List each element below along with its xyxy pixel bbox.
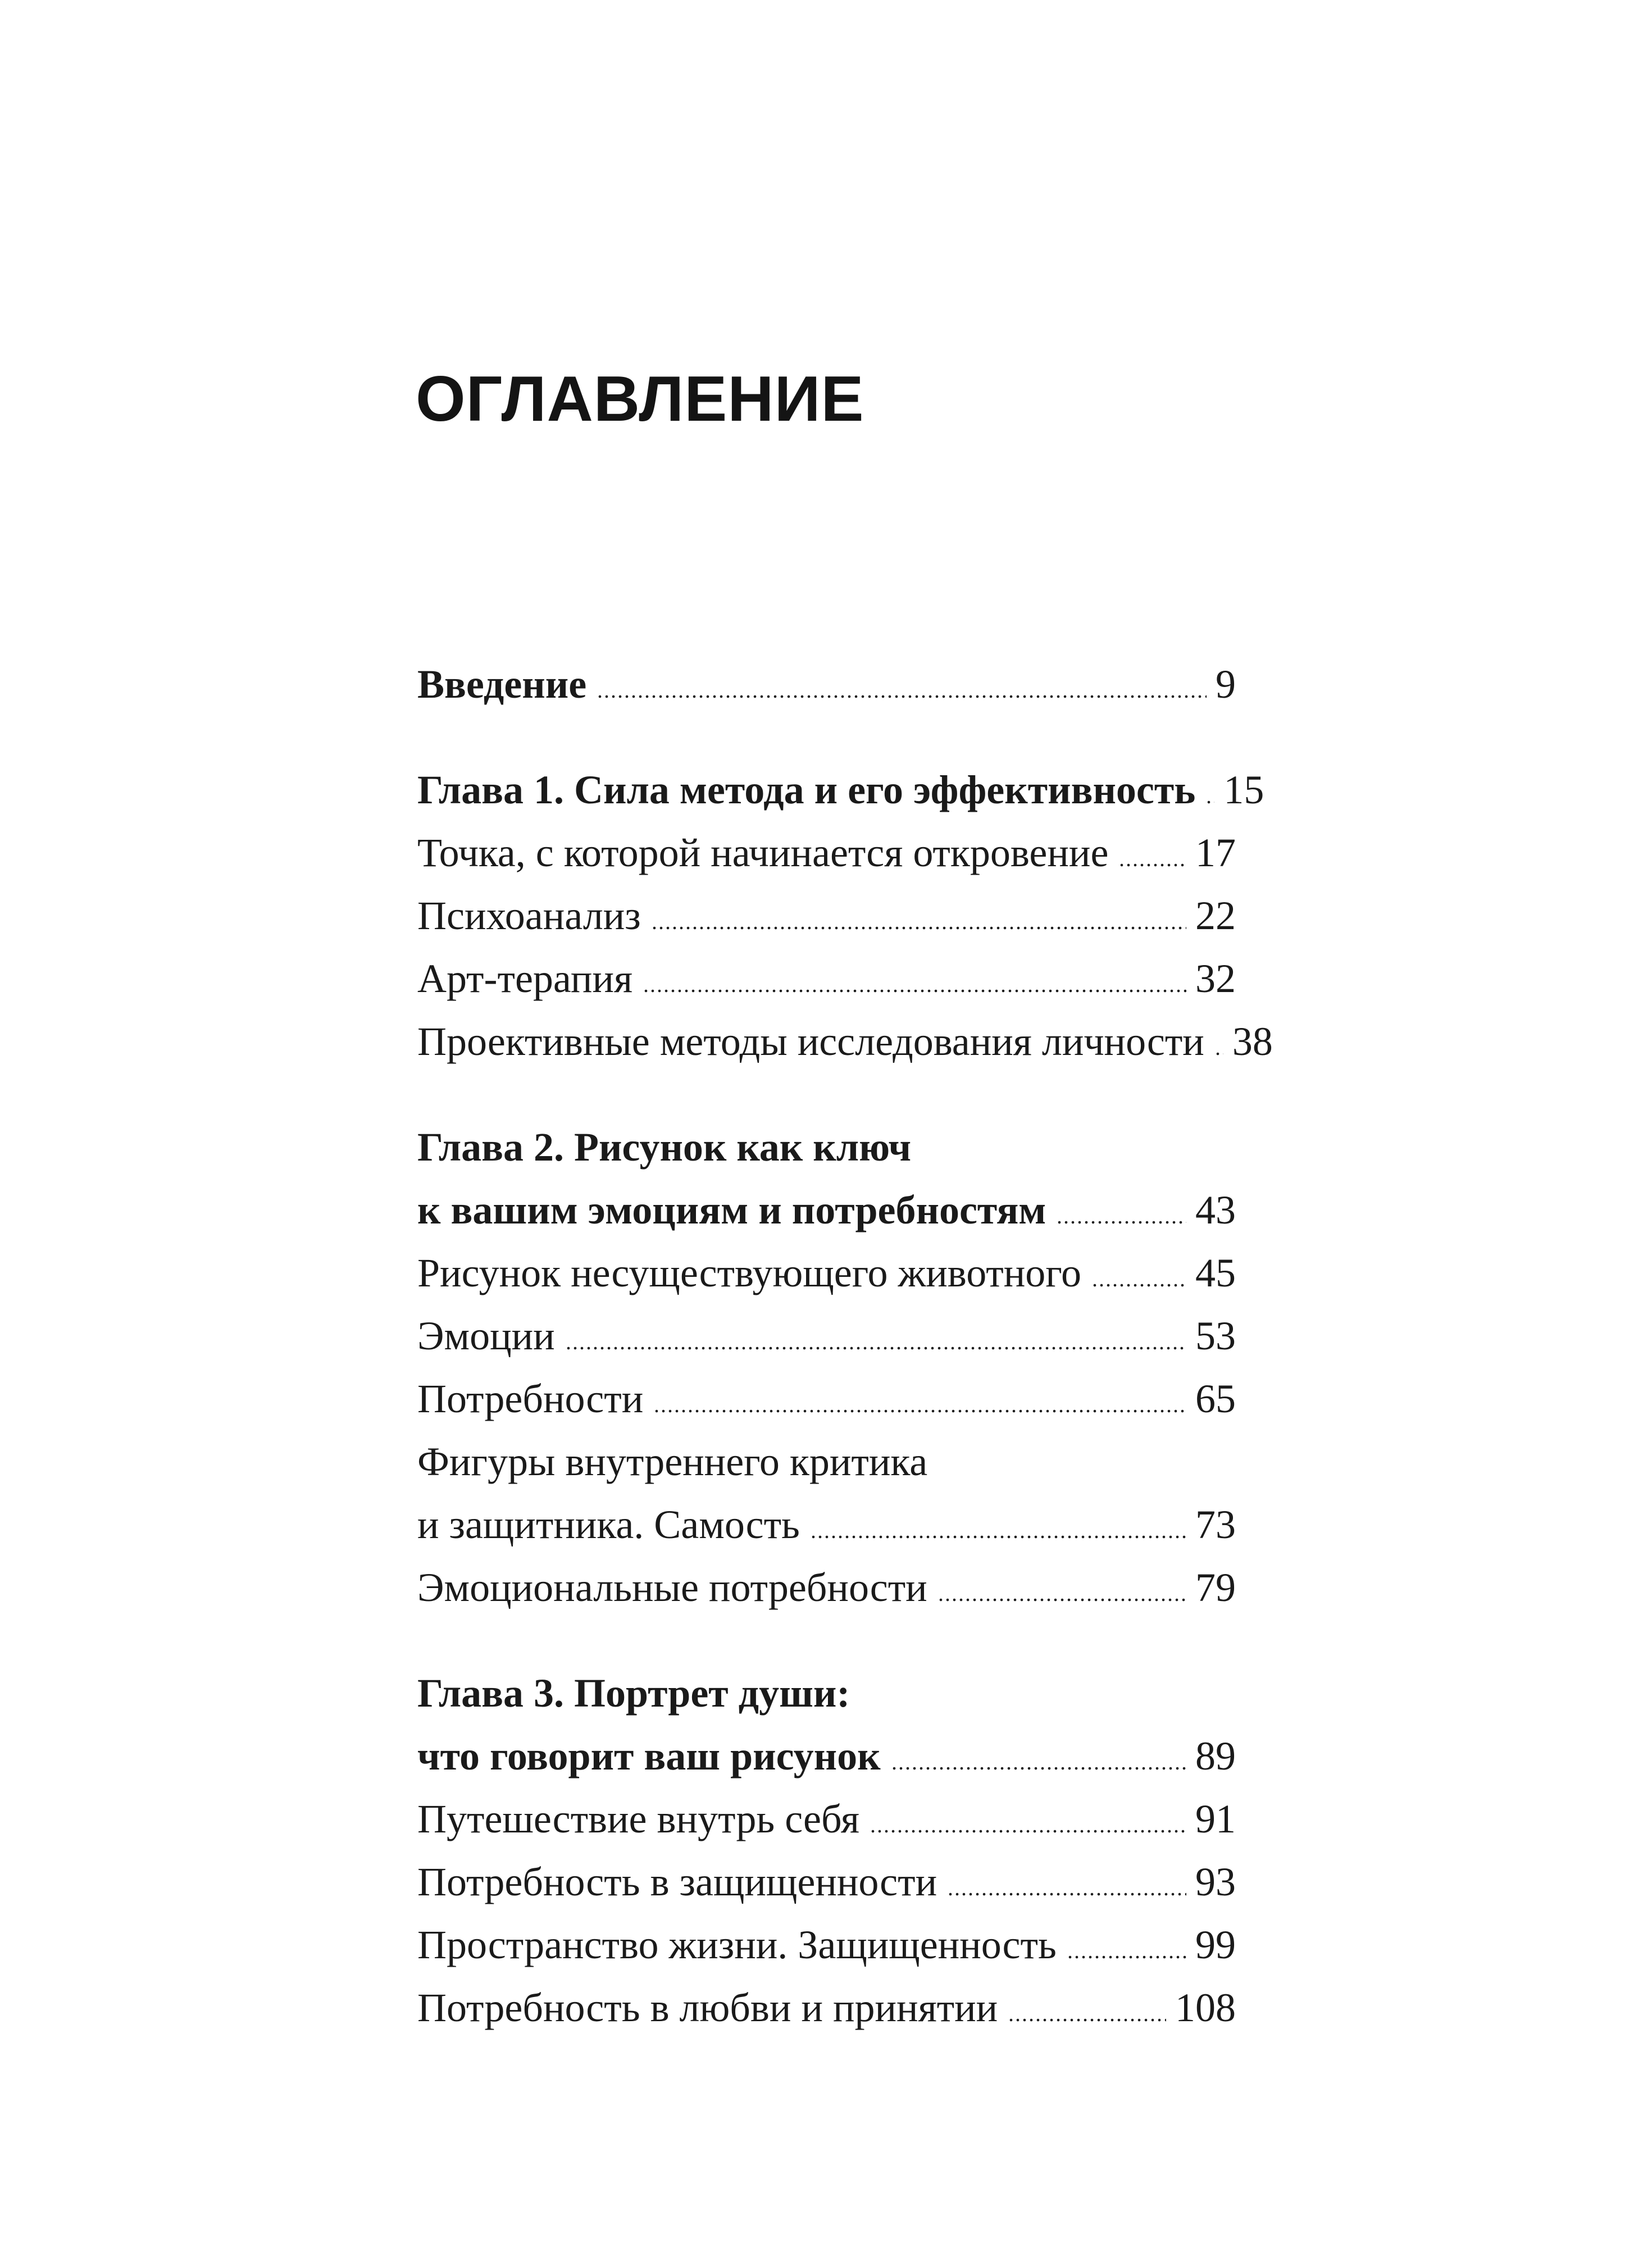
toc-entry-row <box>417 1493 1236 1556</box>
toc-entry-row <box>417 821 1236 884</box>
toc-entry <box>417 1010 1273 1073</box>
toc-entry-label: Точка, с которой начинается откровение <box>417 830 1109 875</box>
toc-entry-row <box>417 1725 1236 1787</box>
leader-dots <box>1057 1220 1186 1225</box>
toc-entry-page: 108 <box>1175 1985 1236 2030</box>
toc-entry-page: 32 <box>1195 956 1236 1001</box>
leader-dots <box>1207 800 1214 804</box>
toc-entry <box>417 1662 1236 1787</box>
toc-entry-label: Пространство жизни. Защищенность <box>417 1922 1057 1967</box>
toc-entry-row <box>417 1116 1236 1179</box>
toc-entry-page: 91 <box>1195 1796 1236 1841</box>
toc-entry-label: Глава 3. Портрет души: <box>417 1670 850 1716</box>
toc-entry-row <box>417 1787 1236 1850</box>
leader-dots <box>811 1535 1186 1539</box>
toc-entry-page: 17 <box>1195 830 1236 875</box>
toc-entry-label: и защитника. Самость <box>417 1502 800 1547</box>
toc-entry-row <box>417 1241 1236 1304</box>
toc-list <box>417 653 1273 2039</box>
toc-entry-label: что говорит ваш рисунок <box>417 1733 881 1779</box>
toc-entry-label: Эмоции <box>417 1313 555 1358</box>
toc-entry-page: 15 <box>1223 767 1264 812</box>
toc-entry-page: 45 <box>1195 1250 1236 1295</box>
toc-entry-row <box>417 653 1236 716</box>
toc-entry-page: 43 <box>1195 1187 1236 1232</box>
toc-entry-label: к вашим эмоциям и потребностям <box>417 1187 1046 1232</box>
leader-dots <box>948 1892 1186 1896</box>
leader-dots <box>1009 2018 1166 2022</box>
toc-entry <box>417 1976 1236 2039</box>
toc-entry <box>417 1913 1236 1976</box>
leader-dots <box>598 694 1207 699</box>
toc-entry <box>417 1241 1236 1304</box>
toc-entry-page: 79 <box>1195 1564 1236 1610</box>
toc-entry <box>417 1556 1236 1619</box>
toc-entry-row <box>417 1976 1236 2039</box>
toc-entry-page: 53 <box>1195 1313 1236 1358</box>
toc-entry-page: 22 <box>1195 893 1236 938</box>
toc-entry-label: Проективные методы исследования личности <box>417 1018 1204 1064</box>
leader-dots <box>1068 1955 1186 1959</box>
toc-entry-label: Эмоциональные потребности <box>417 1564 927 1610</box>
toc-entry-label: Глава 1. Сила метода и его эффективность <box>417 767 1196 812</box>
toc-entry-page: 65 <box>1195 1376 1236 1421</box>
leader-dots <box>892 1766 1186 1771</box>
toc-entry-label: Арт-терапия <box>417 956 633 1001</box>
toc-entry-label: Потребности <box>417 1376 644 1421</box>
toc-entry-row <box>417 1367 1236 1430</box>
toc-entry-page: 38 <box>1232 1018 1273 1064</box>
toc-entry <box>417 653 1236 716</box>
toc-entry-label: Глава 2. Рисунок как ключ <box>417 1124 912 1170</box>
toc-entry-page: 73 <box>1195 1502 1236 1547</box>
leader-dots <box>566 1346 1186 1350</box>
leader-dots <box>939 1598 1186 1602</box>
toc-entry-page: 89 <box>1195 1733 1236 1779</box>
leader-dots <box>654 1409 1186 1413</box>
toc-entry-label: Потребность в защищенности <box>417 1859 938 1904</box>
toc-entry-row <box>417 947 1236 1010</box>
toc-entry-row <box>417 1913 1236 1976</box>
leader-dots <box>871 1829 1186 1834</box>
toc-entry-row <box>417 1850 1236 1913</box>
toc-entry-row <box>417 758 1264 821</box>
toc-entry <box>417 821 1236 884</box>
toc-entry-page: 9 <box>1216 661 1236 707</box>
toc-entry-label: Путешествие внутрь себя <box>417 1796 859 1841</box>
toc-entry-page: 99 <box>1195 1922 1236 1967</box>
leader-dots <box>1093 1283 1186 1288</box>
toc-entry-row <box>417 1304 1236 1367</box>
toc-entry-row <box>417 1662 1236 1725</box>
toc-entry-row <box>417 1430 1236 1493</box>
toc-entry <box>417 1304 1236 1367</box>
toc-entry <box>417 1850 1236 1913</box>
toc-entry-label: Психоанализ <box>417 893 641 938</box>
toc-entry-label: Рисунок несуществующего животного <box>417 1250 1082 1295</box>
toc-entry <box>417 947 1236 1010</box>
toc-entry-label: Фигуры внутреннего критика <box>417 1439 928 1484</box>
leader-dots <box>1119 863 1186 867</box>
leader-dots <box>644 989 1186 993</box>
toc-entry <box>417 1367 1236 1430</box>
toc-entry-label: Введение <box>417 661 587 707</box>
toc-entry <box>417 758 1264 821</box>
toc-entry-row <box>417 884 1236 947</box>
toc-entry-page: 93 <box>1195 1859 1236 1904</box>
toc-entry-row <box>417 1556 1236 1619</box>
leader-dots <box>652 926 1186 930</box>
toc-entry <box>417 884 1236 947</box>
toc-entry-label: Потребность в любви и принятии <box>417 1985 998 2030</box>
toc-entry <box>417 1430 1236 1556</box>
toc-entry-row <box>417 1010 1273 1073</box>
toc-entry <box>417 1116 1236 1241</box>
toc-entry-row <box>417 1179 1236 1241</box>
leader-dots <box>1216 1052 1223 1056</box>
toc-entry <box>417 1787 1236 1850</box>
page-title: ОГЛАВЛЕНИЕ <box>416 363 864 435</box>
